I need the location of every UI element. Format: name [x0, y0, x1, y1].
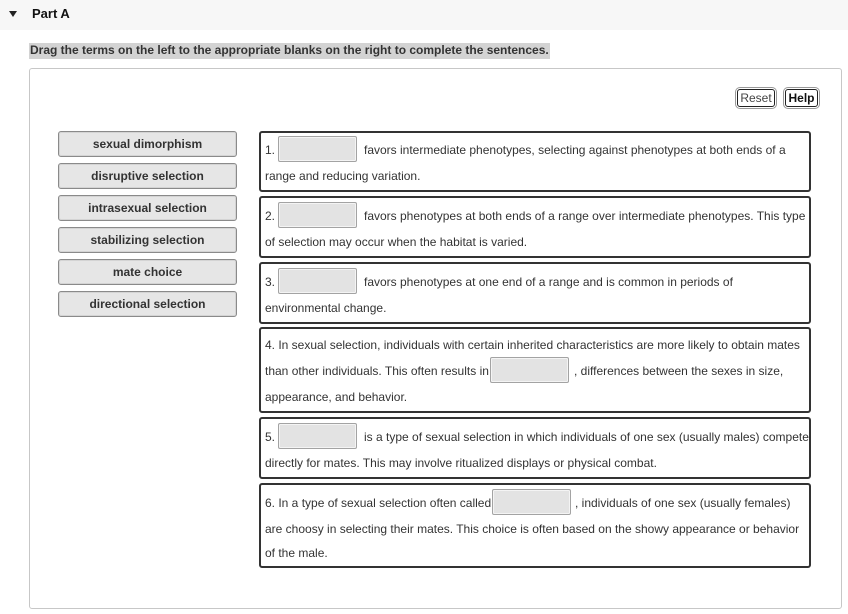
drop-blank-6[interactable]: [492, 489, 571, 515]
sentence-box-5: [259, 417, 811, 479]
sentence-box-2: [259, 196, 811, 258]
sentence-5-text: is a type of sexual selection in which individuals of one sex (usually males) compete: [364, 430, 809, 444]
sentence-2-line2: of selection may occur when the habitat is varied.: [265, 235, 528, 249]
drop-blank-1[interactable]: [278, 136, 357, 162]
reset-button[interactable]: Reset: [737, 89, 775, 107]
term-directional-selection[interactable]: directional selection: [58, 291, 237, 317]
sentence-1-line2: range and reducing variation.: [265, 169, 421, 183]
sentence-box-6: [259, 483, 811, 568]
term-mate-choice[interactable]: mate choice: [58, 259, 237, 285]
instruction-text: Drag the terms on the left to the appropriate blanks on the right to complete the sentences.: [30, 43, 549, 57]
sentence-3-text: favors phenotypes at one end of a range and is common in periods of: [364, 275, 733, 289]
sentence-4-before: than other individuals. This often results in: [265, 364, 489, 378]
sentence-box-4: [259, 327, 811, 413]
sentence-5-number: 5.: [265, 430, 276, 444]
sentence-2-text: favors phenotypes at both ends of a range over intermediate phenotypes. This type: [364, 209, 806, 223]
sentence-6-line2: are choosy in selecting their mates. This choice is often based on the showy appearance or behavior: [265, 522, 800, 536]
sentence-5-line2: directly for mates. This may involve ritualized displays or physical combat.: [265, 456, 657, 470]
term-disruptive-selection[interactable]: disruptive selection: [58, 163, 237, 189]
term-stabilizing-selection[interactable]: stabilizing selection: [58, 227, 237, 253]
sentence-3-line2: environmental change.: [265, 301, 387, 315]
sentence-1-number: 1.: [265, 143, 276, 157]
drop-blank-5[interactable]: [278, 423, 357, 449]
sentence-6-before: 6. In a type of sexual selection often called: [265, 496, 492, 510]
sentence-4-line1: 4. In sexual selection, individuals with certain inherited characteristics are more likely to obtain mates: [265, 338, 800, 352]
drop-blank-2[interactable]: [278, 202, 357, 228]
collapse-caret-icon[interactable]: [9, 11, 17, 17]
help-button[interactable]: Help: [785, 89, 818, 107]
term-intrasexual-selection[interactable]: intrasexual selection: [58, 195, 237, 221]
drop-blank-4[interactable]: [490, 357, 569, 383]
sentence-box-3: [259, 262, 811, 324]
sentence-4-line3: appearance, and behavior.: [265, 390, 408, 404]
sentence-1-text: favors intermediate phenotypes, selecting against phenotypes at both ends of a: [364, 143, 786, 157]
part-title: Part A: [32, 6, 70, 21]
sentence-6-after: , individuals of one sex (usually females): [575, 496, 791, 510]
sentence-6-line3: of the male.: [265, 546, 328, 560]
sentence-box-1: [259, 131, 811, 192]
sentence-4-after: , differences between the sexes in size,: [574, 364, 784, 378]
part-header[interactable]: [0, 0, 848, 30]
term-sexual-dimorphism[interactable]: sexual dimorphism: [58, 131, 237, 157]
drop-blank-3[interactable]: [278, 268, 357, 294]
sentence-3-number: 3.: [265, 275, 276, 289]
sentence-2-number: 2.: [265, 209, 276, 223]
